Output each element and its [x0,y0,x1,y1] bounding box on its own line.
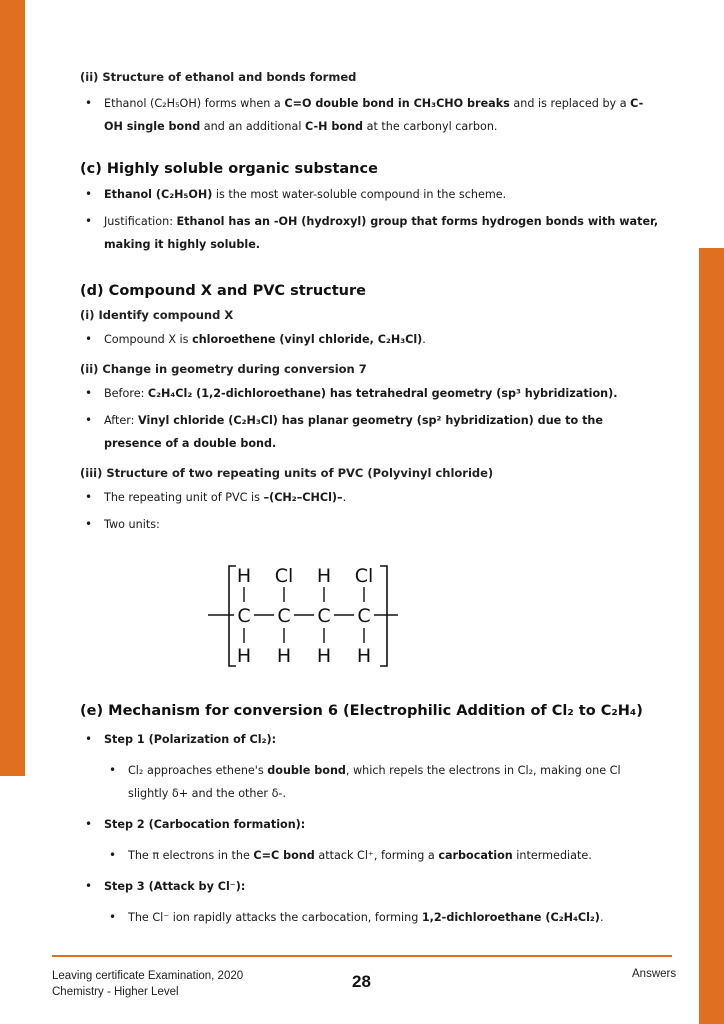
atom-top-1: H [236,565,252,587]
footer-divider [52,955,672,957]
footer-answers-label: Answers [632,968,677,980]
bullet-compound-x: • Compound X is chloroethene (vinyl chloride, C₂H₃Cl). [80,328,660,351]
atom-bottom-4: H [356,645,372,667]
footer-subject-line: Chemistry - Higher Level [52,986,179,998]
atom-bottom-1: H [236,645,252,667]
bullet-pvc-repeat-unit: • The repeating unit of PVC is –(CH₂–CHCl)–. [80,486,660,509]
heading-soluble-substance: (c) Highly soluble organic substance [80,161,378,177]
carbon-2: C [277,605,291,627]
carbon-3: C [317,605,331,627]
bullet-two-units: • Two units: [80,513,660,536]
subheading-identify-x: (i) Identify compound X [80,308,234,322]
subheading-ethanol-structure: (ii) Structure of ethanol and bonds formed [80,70,357,84]
subheading-pvc-units: (iii) Structure of two repeating units of PVC (Polyvinyl chloride) [80,466,494,480]
bullet-step-1-detail: • Cl₂ approaches ethene's double bond, which repels the electrons in Cl₂, making one Cl slightly δ+ and the other δ-. [104,759,660,805]
bullet-justification: • Justification: Ethanol has an -OH (hydroxyl) group that forms hydrogen bonds with water, making it highly soluble. [80,210,660,256]
atom-top-4: Cl [354,565,374,587]
right-bracket [380,566,387,666]
bullet-before-geometry: • Before: C₂H₄Cl₂ (1,2-dichloroethane) has tetrahedral geometry (sp³ hybridization). [80,382,660,405]
mechanism-section [80,703,660,929]
atom-bottom-2: H [276,645,292,667]
bullet-step-3: • Step 3 (Attack by Cl⁻): [80,875,660,898]
page-content [80,70,660,536]
left-accent-bar [0,0,25,776]
atom-bottom-3: H [316,645,332,667]
subheading-geometry-change: (ii) Change in geometry during conversion 7 [80,362,367,376]
carbon-4: C [357,605,371,627]
bullet-step-3-detail: • The Cl⁻ ion rapidly attacks the carbocation, forming 1,2-dichloroethane (C₂H₄Cl₂). [104,906,660,929]
atom-top-3: H [316,565,332,587]
heading-compound-x-pvc: (d) Compound X and PVC structure [80,283,366,299]
bullet-ethanol-soluble: • Ethanol (C₂H₅OH) is the most water-soluble compound in the scheme. [80,183,660,206]
footer-exam-line: Leaving certificate Examination, 2020 [52,970,244,982]
footer-exam-info [52,968,243,1000]
bullet-step-2-detail: • The π electrons in the C=C bond attack Cl⁺, forming a carbocation intermediate. [104,844,660,867]
page-number: 28 [352,972,371,991]
carbon-1: C [237,605,251,627]
heading-mechanism: (e) Mechanism for conversion 6 (Electrophilic Addition of Cl₂ to C₂H₄) [80,703,643,719]
right-accent-bar [699,248,724,1024]
pvc-structure-diagram [198,562,408,672]
bullet-after-geometry: • After: Vinyl chloride (C₂H₃Cl) has planar geometry (sp² hybridization) due to the presence of a double bond. [80,409,660,455]
atom-top-2: Cl [274,565,294,587]
bullet-ethanol-bonds: • Ethanol (C₂H₅OH) forms when a C=O double bond in CH₃CHO breaks and is replaced by a C-OH single bond and an additional C-H bond at the carbonyl carbon. [80,92,660,138]
left-bracket [229,566,236,666]
bullet-step-2: • Step 2 (Carbocation formation): [80,813,660,836]
bullet-step-1: • Step 1 (Polarization of Cl₂): [80,728,660,751]
